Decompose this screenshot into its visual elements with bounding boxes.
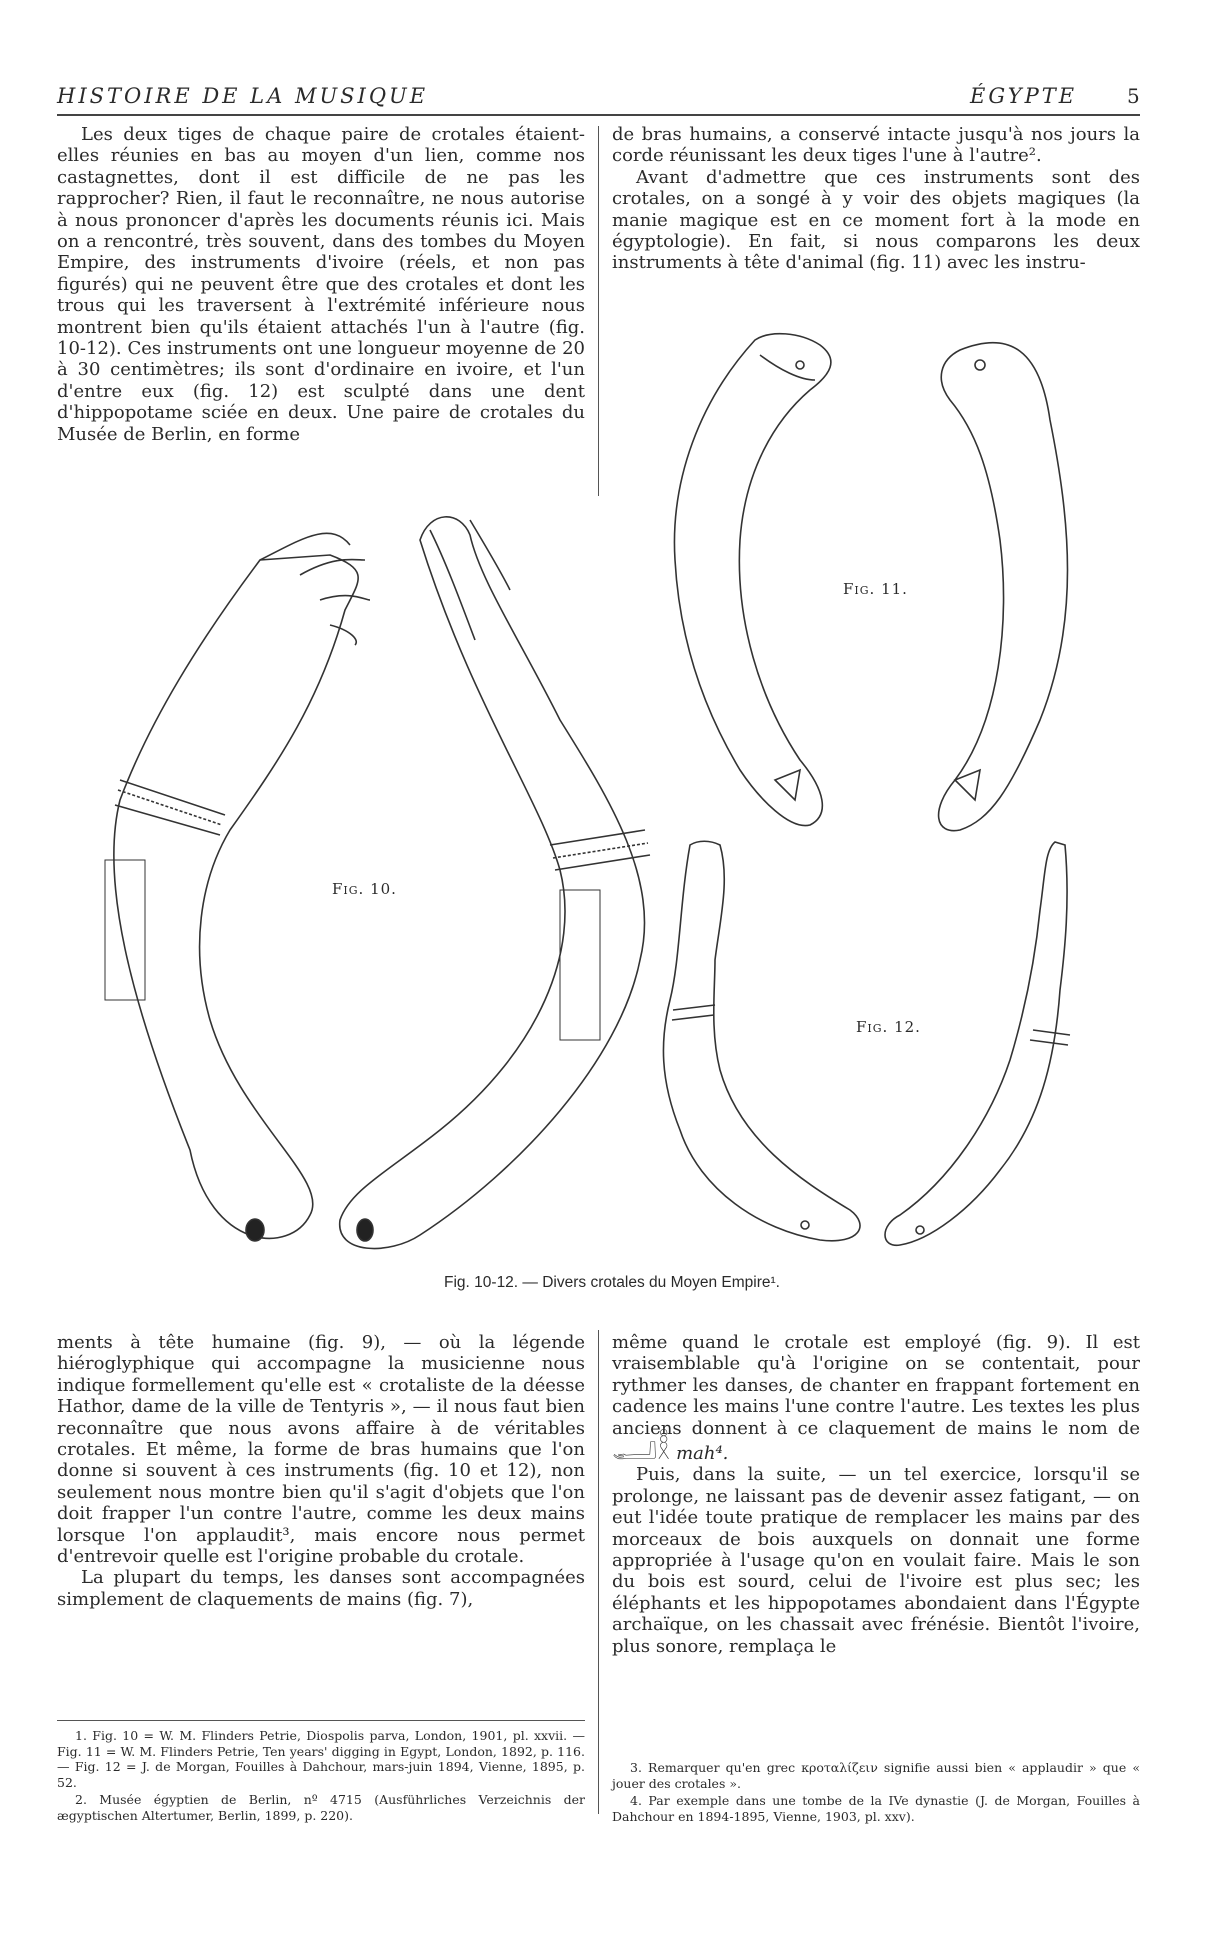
paragraph: de bras humains, a conservé intacte jusqu'à nos jours la corde réunissant les deux tiges l'une à l'autre². <box>612 124 1140 167</box>
fig10-label: Fig. 10. <box>332 880 397 898</box>
fig10-left-crotale <box>105 533 370 1241</box>
footnote-rule <box>57 1720 585 1721</box>
footnote: 2. Musée égyptien de Berlin, nº 4715 (Ausführliches Verzeichnis der ægyptischen Altertumer, Berlin, 1899, p. 220). <box>57 1792 585 1823</box>
fig11-label: Fig. 11. <box>843 580 908 598</box>
paragraph: ments à tête humaine (fig. 9), — où la légende hiéroglyphique qui accompagne la musicienne nous indique formellement qu'elle est « crotaliste de la déesse Hathor, dame de la ville de Tentyris », — il nous faut bien reconnaître que nous avons affaire à de véritables crotales. Et même, la forme de bras humains que l'on donne si souvent à ces instruments (fig. 10 et 12), non seulement nous montre bien qu'il s'agit d'objets que l'on doit frapper l'un contre l'autre, comme les deux mains lorsque l'on applaudit³, mais encore nous permet d'entrevoir quelle est l'origine probable du crotale. <box>57 1332 585 1568</box>
fig12-label: Fig. 12. <box>856 1018 921 1036</box>
fig11-right-crotale <box>939 343 1068 831</box>
footnotes-left <box>57 1728 585 1825</box>
paragraph: La plupart du temps, les danses sont accompagnées simplement de claquements de mains (fig. 7), <box>57 1567 585 1610</box>
footnotes-right <box>612 1760 1140 1826</box>
figure-caption: Fig. 10-12. — Divers crotales du Moyen Empire¹. <box>444 1274 780 1291</box>
fig12-left-crotale <box>663 841 860 1241</box>
paragraph-text: même quand le crotale est employé (fig. 9). Il est vraisemblable qu'à l'origine on se contentait, pour rythmer les danses, de chanter en frappant fortement en cadence les mains l'une contre l'autre. Les textes les plus anciens donnent à ce claquement de mains le nom de <box>612 1332 1140 1439</box>
column-rule-bottom <box>598 1330 599 1814</box>
fig12-right-crotale <box>885 842 1070 1245</box>
footnote: 3. Remarquer qu'en grec κροταλίζειν signifie aussi bien « applaudir » que « jouer des crotales ». <box>612 1760 1140 1791</box>
footnote: 1. Fig. 10 = W. M. Flinders Petrie, Diospolis parva, London, 1901, pl. xxvii. — Fig. 11 = W. M. Flinders Petrie, Ten years' digging in Egypt, London, 1892, p. 116. — Fig. 12 = J. de Morgan, Fouilles à Dahchour, mars-juin 1894, Vienne, 1895, p. 52. <box>57 1728 585 1790</box>
paragraph <box>612 1332 1140 1468</box>
paragraph: Les deux tiges de chaque paire de crotales étaient-elles réunies en bas au moyen d'un lien, comme nos castagnettes, dont il est difficile de ne pas les rapprocher? Rien, il faut le reconnaître, ne nous autorise à nous prononcer d'après les documents réunis ici. Mais on a rencontré, très souvent, dans des tombes du Moyen Empire, des instruments d'ivoire (réels, et non pas figurés) qui ne peuvent être que des crotales et dont les trous qui les traversent à l'extrémité inférieure nous montrent bien qu'ils étaient attachés l'un à l'autre (fig. 10-12). Ces instruments ont une longueur moyenne de 20 à 30 centimètres; ils sont d'ordinaire en ivoire, et l'un d'entre eux (fig. 12) est sculpté dans une dent d'hippopotame sciée en deux. Une paire de crotales du Musée de Berlin, en forme <box>57 124 585 445</box>
transliteration: mah⁴. <box>676 1443 729 1465</box>
running-head-section: ÉGYPTE <box>970 84 1078 108</box>
bottom-right-column <box>612 1332 1140 1657</box>
paragraph: Avant d'admettre que ces instruments sont des crotales, on a songé à y voir des objets magiques (la manie magique est en ce moment fort à la mode en égyptologie). En fait, si nous comparons les deux instruments à tête d'animal (fig. 11) avec les instru- <box>612 166 1140 274</box>
running-head-title: HISTOIRE DE LA MUSIQUE <box>57 84 429 108</box>
paragraph: Puis, dans la suite, — un tel exercice, lorsqu'il se prolonge, ne laissant pas de devenir assez fatigant, — on eut l'idée toute pratique de remplacer les mains par des morceaux de bois auxquels on donnait une forme appropriée à l'usage qu'on en voulait faire. Mais le son du bois est sourd, celui de l'ivoire est plus sec; les éléphants et les hippopotames abondaient dans l'Égypte archaïque, on les chassait avec frénésie. Bientôt l'ivoire, plus sonore, remplaça le <box>612 1464 1140 1657</box>
fig11-left-crotale <box>674 334 830 826</box>
page-number: 5 <box>1127 84 1140 108</box>
bottom-left-column <box>57 1332 585 1610</box>
footnote: 4. Par exemple dans une tombe de la IVe dynastie (J. de Morgan, Fouilles à Dahchour en 1894-1895, Vienne, 1903, pl. xxv). <box>612 1793 1140 1824</box>
hieroglyph: 𓂝𓎛 <box>612 1432 671 1468</box>
